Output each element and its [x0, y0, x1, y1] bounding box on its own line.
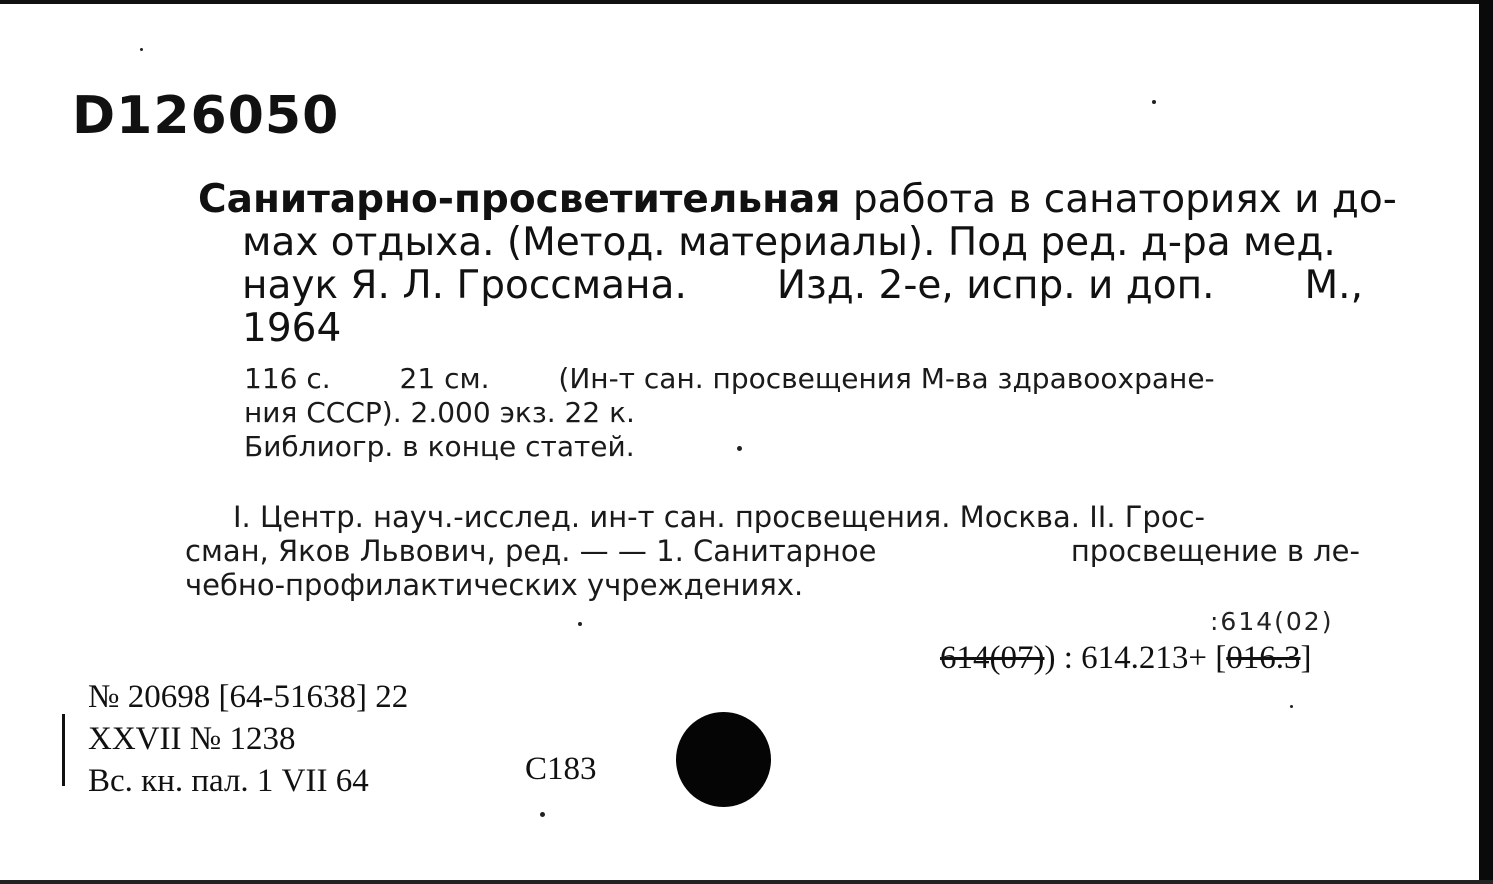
handwritten-classification: :614(02)	[1210, 607, 1334, 636]
tracing-line-3: чебно-профилактических учреждениях.	[185, 568, 804, 602]
tracings-block	[185, 500, 1360, 602]
struck-classification-a: 614(07)	[940, 640, 1045, 676]
title-rest: работа в санаториях и до-	[852, 177, 1397, 222]
title-line-1	[198, 177, 1397, 222]
struck-classification-b: 016.3	[1226, 640, 1301, 676]
speck	[578, 622, 582, 626]
call-number: D126050	[72, 86, 340, 146]
classification-number	[940, 640, 1312, 677]
edition-text: Изд. 2-е, испр. и доп.	[776, 263, 1215, 308]
registry-line-3: Вс. кн. пал. 1 VII 64	[88, 763, 369, 799]
speck	[737, 446, 742, 451]
classification-main: ) : 614.213+ [	[1044, 640, 1227, 676]
tracing-line-2b: просвещение в ле-	[1070, 534, 1360, 568]
year-text: 1964	[242, 306, 342, 351]
registry-line-1: № 20698 [64-51638] 22	[88, 679, 409, 715]
editor-text: наук Я. Л. Гроссмана.	[242, 263, 687, 308]
card-edge-right	[1479, 0, 1493, 884]
speck	[140, 48, 143, 51]
card-edge-top	[0, 0, 1493, 4]
card-code: C183	[525, 751, 597, 787]
title-line-3	[198, 264, 1363, 307]
imprint-line-2: ния СССР). 2.000 экз. 22 к.	[244, 396, 635, 429]
place-text: М.,	[1304, 263, 1363, 308]
tracing-line-2a: сман, Яков Львович, ред. — — 1. Санитарное	[185, 534, 877, 568]
classification-close: ]	[1300, 640, 1312, 676]
margin-bar	[62, 714, 65, 786]
title-block	[198, 177, 1397, 351]
tracing-line-2	[185, 534, 1360, 568]
pages-text: 116 с.	[244, 362, 331, 395]
speck	[1290, 705, 1293, 708]
registry-line-2: XXVII № 1238	[88, 721, 296, 757]
title-main: Санитарно-просветительная	[198, 177, 841, 222]
imprint-block	[244, 362, 1364, 464]
tracing-line-1: I. Центр. науч.-исслед. ин-т сан. просвещения. Москва. II. Грос-	[233, 500, 1205, 534]
speck	[540, 812, 545, 817]
title-line-2: мах отдыха. (Метод. материалы). Под ред. д-ра мед.	[242, 220, 1336, 265]
series-text: (Ин-т сан. просвещения М-ва здравоохране-	[558, 362, 1215, 395]
card-edge-bottom	[0, 880, 1493, 884]
size-text: 21 см.	[399, 362, 490, 395]
punch-hole	[676, 712, 771, 807]
bibliography-note: Библиогр. в конце статей.	[244, 430, 635, 463]
speck	[1152, 100, 1156, 104]
registry-block	[88, 676, 408, 802]
imprint-line-1	[244, 362, 1364, 396]
